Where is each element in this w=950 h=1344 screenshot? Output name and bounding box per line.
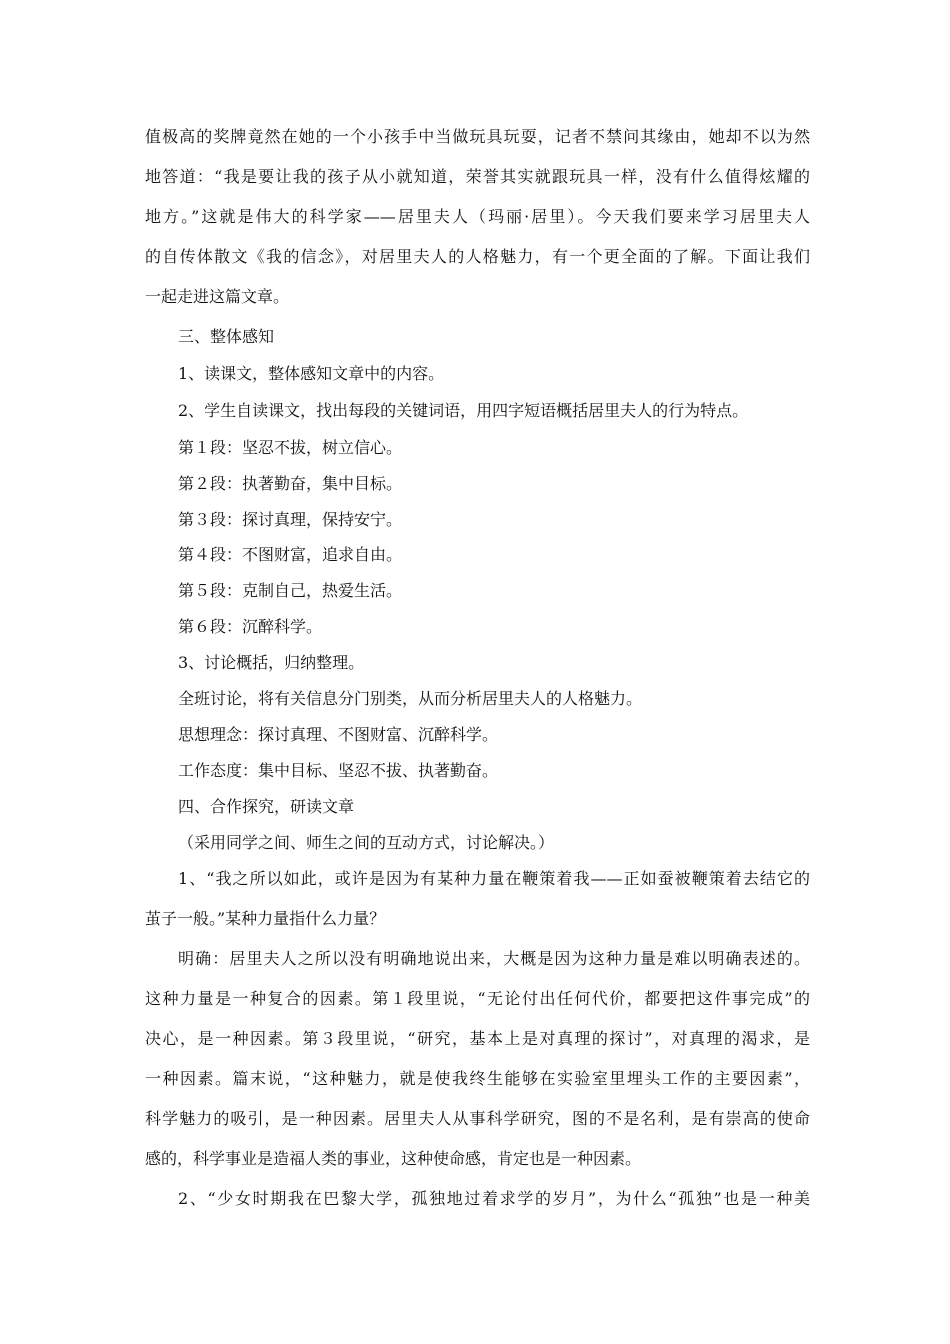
list-item: 第３段：探讨真理，保持安宁。: [178, 510, 403, 529]
list-item: 第４段：不图财富，追求自由。: [178, 545, 403, 564]
section-heading: 四、合作探究，研读文章: [178, 797, 355, 816]
list-item: 第５段：克制自己，热爱生活。: [178, 581, 403, 600]
paragraph-line: 一起走进这篇文章。: [145, 287, 290, 306]
paragraph-line: 全班讨论，将有关信息分门别类，从而分析居里夫人的人格魅力。: [178, 689, 643, 708]
paragraph-line: 茧子一般。”某种力量指什么力量？: [145, 909, 386, 928]
paragraph-line: 1、“我之所以如此，或许是因为有某种力量在鞭策着我——正如蚕被鞭策着去结它的: [178, 869, 810, 888]
list-item: 第２段：执著勤奋，集中目标。: [178, 474, 403, 493]
paragraph-line: 科学魅力的吸引，是一种因素。居里夫人从事科学研究，图的不是名利，是有崇高的使命: [145, 1109, 810, 1128]
paragraph-line: 一种因素。篇末说，“这种魅力，就是使我终生能够在实验室里埋头工作的主要因素”，: [145, 1069, 810, 1088]
paragraph-line: 思想理念：探讨真理、不图财富、沉醉科学。: [178, 725, 499, 744]
list-item: 3、讨论概括，归纳整理。: [178, 653, 365, 672]
paragraph-line: 地答道：“我是要让我的孩子从小就知道，荣誉其实就跟玩具一样，没有什么值得炫耀的: [145, 167, 810, 186]
paragraph-line: （采用同学之间、师生之间的互动方式，讨论解决。）: [178, 833, 555, 852]
paragraph-line: 地方。”这就是伟大的科学家——居里夫人（玛丽·居里）。今天我们要来学习居里夫人: [145, 207, 810, 226]
paragraph-line: 明确：居里夫人之所以没有明确地说出来，大概是因为这种力量是难以明确表述的。: [178, 949, 810, 968]
list-item: 第６段：沉醉科学。: [178, 617, 323, 636]
paragraph-line: 感的，科学事业是造福人类的事业，这种使命感，肯定也是一种因素。: [145, 1149, 642, 1168]
list-item: 1、读课文，整体感知文章中的内容。: [178, 364, 445, 383]
paragraph-line: 决心，是一种因素。第３段里说，“研究，基本上是对真理的探讨”，对真理的渴求，是: [145, 1029, 810, 1048]
list-item: 2、学生自读课文，找出每段的关键词语，用四字短语概括居里夫人的行为特点。: [178, 401, 749, 420]
paragraph-line: 的自传体散文《我的信念》，对居里夫人的人格魅力，有一个更全面的了解。下面让我们: [145, 247, 810, 266]
paragraph-line: 工作态度：集中目标、坚忍不拔、执著勤奋。: [178, 761, 499, 780]
section-heading: 三、整体感知: [178, 327, 275, 346]
paragraph-line: 2、“少女时期我在巴黎大学，孤独地过着求学的岁月”，为什么“孤独”也是一种美: [178, 1189, 810, 1208]
paragraph-line: 值极高的奖牌竟然在她的一个小孩手中当做玩具玩耍，记者不禁问其缘由，她却不以为然: [145, 127, 810, 146]
paragraph-line: 这种力量是一种复合的因素。第１段里说，“无论付出任何代价，都要把这件事完成”的: [145, 989, 810, 1008]
list-item: 第１段：坚忍不拔，树立信心。: [178, 438, 403, 457]
